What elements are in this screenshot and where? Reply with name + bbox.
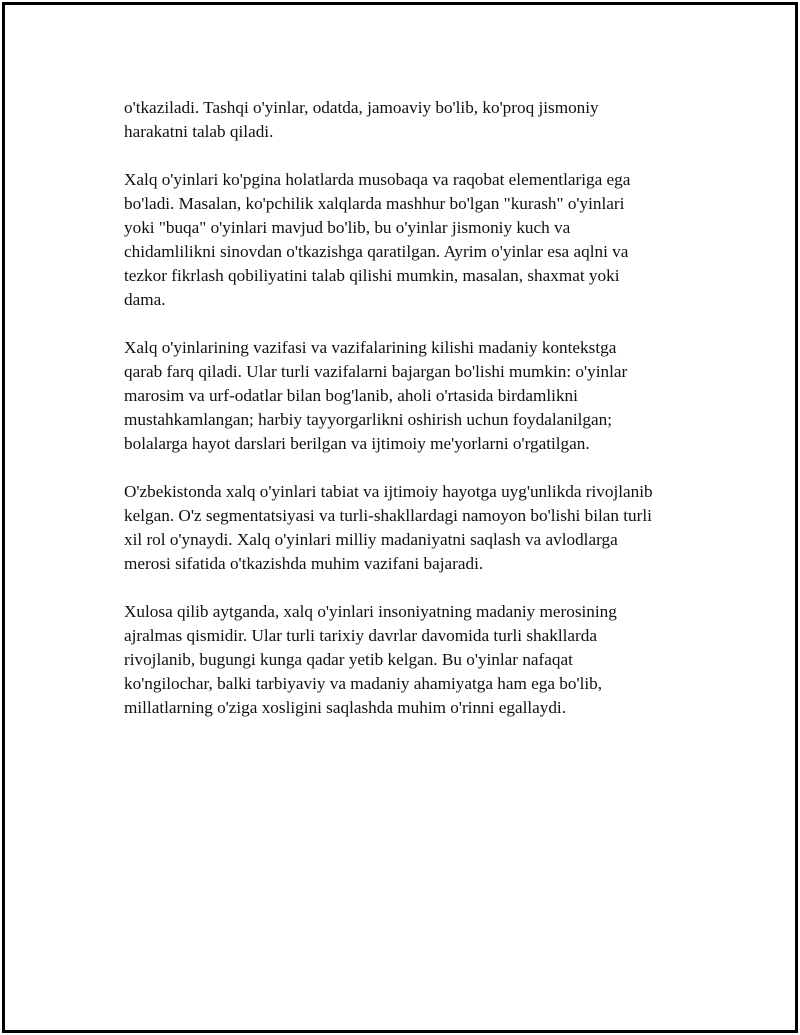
- paragraph-outdoor-games: [124, 96, 704, 144]
- text-line: Xalq o'yinlarining vazifasi va vazifalarining kilishi madaniy kontekstga: [124, 338, 617, 357]
- text-line: tezkor fikrlash qobiliyatini talab qilishi mumkin, masalan, shaxmat yoki: [124, 266, 620, 285]
- paragraph-conclusion: [124, 600, 704, 720]
- text-line: kelgan. O'z segmentatsiyasi va turli-shakllardagi namoyon bo'lishi bilan turli: [124, 506, 652, 525]
- text-line: Xalq o'yinlari ko'pgina holatlarda musobaqa va raqobat elementlariga ega: [124, 170, 631, 189]
- text-line: ajralmas qismidir. Ular turli tarixiy davrlar davomida turli shakllarda: [124, 626, 597, 645]
- text-line: ko'ngilochar, balki tarbiyaviy va madaniy ahamiyatga ham ega bo'lib,: [124, 674, 603, 693]
- text-line: bo'ladi. Masalan, ko'pchilik xalqlarda mashhur bo'lgan "kurash" o'yinlari: [124, 194, 625, 213]
- text-line: O'zbekistonda xalq o'yinlari tabiat va ijtimoiy hayotga uyg'unlikda rivojlanib: [124, 482, 653, 501]
- text-line: o'tkaziladi. Tashqi o'yinlar, odatda, jamoaviy bo'lib, ko'proq jismoniy: [124, 98, 599, 117]
- text-line: millatlarning o'ziga xosligini saqlashda muhim o'rinni egallaydi.: [124, 698, 567, 717]
- text-line: marosim va urf-odatlar bilan bog'lanib, aholi o'rtasida birdamlikni: [124, 386, 578, 405]
- document-body: [124, 96, 704, 720]
- text-line: rivojlanib, bugungi kunga qadar yetib kelgan. Bu o'yinlar nafaqat: [124, 650, 573, 669]
- text-line: bolalarga hayot darslari berilgan va ijtimoiy me'yorlarni o'rgatilgan.: [124, 434, 590, 453]
- text-line: dama.: [124, 290, 166, 309]
- text-line: merosi sifatida o'tkazishda muhim vazifani bajaradi.: [124, 554, 484, 573]
- text-line: qarab farq qiladi. Ular turli vazifalarni bajargan bo'lishi mumkin: o'yinlar: [124, 362, 628, 381]
- text-line: xil rol o'ynaydi. Xalq o'yinlari milliy madaniyatni saqlash va avlodlarga: [124, 530, 618, 549]
- paragraph-uzbekistan: [124, 480, 704, 576]
- text-line: mustahkamlangan; harbiy tayyorgarlikni oshirish uchun foydalanilgan;: [124, 410, 612, 429]
- text-line: chidamlilikni sinovdan o'tkazishga qaratilgan. Ayrim o'yinlar esa aqlni va: [124, 242, 629, 261]
- document-page: [2, 2, 798, 1033]
- paragraph-competition: [124, 168, 704, 312]
- paragraph-functions: [124, 336, 704, 456]
- text-line: yoki "buqa" o'yinlari mavjud bo'lib, bu o'yinlar jismoniy kuch va: [124, 218, 571, 237]
- text-line: harakatni talab qiladi.: [124, 122, 274, 141]
- text-line: Xulosa qilib aytganda, xalq o'yinlari insoniyatning madaniy merosining: [124, 602, 617, 621]
